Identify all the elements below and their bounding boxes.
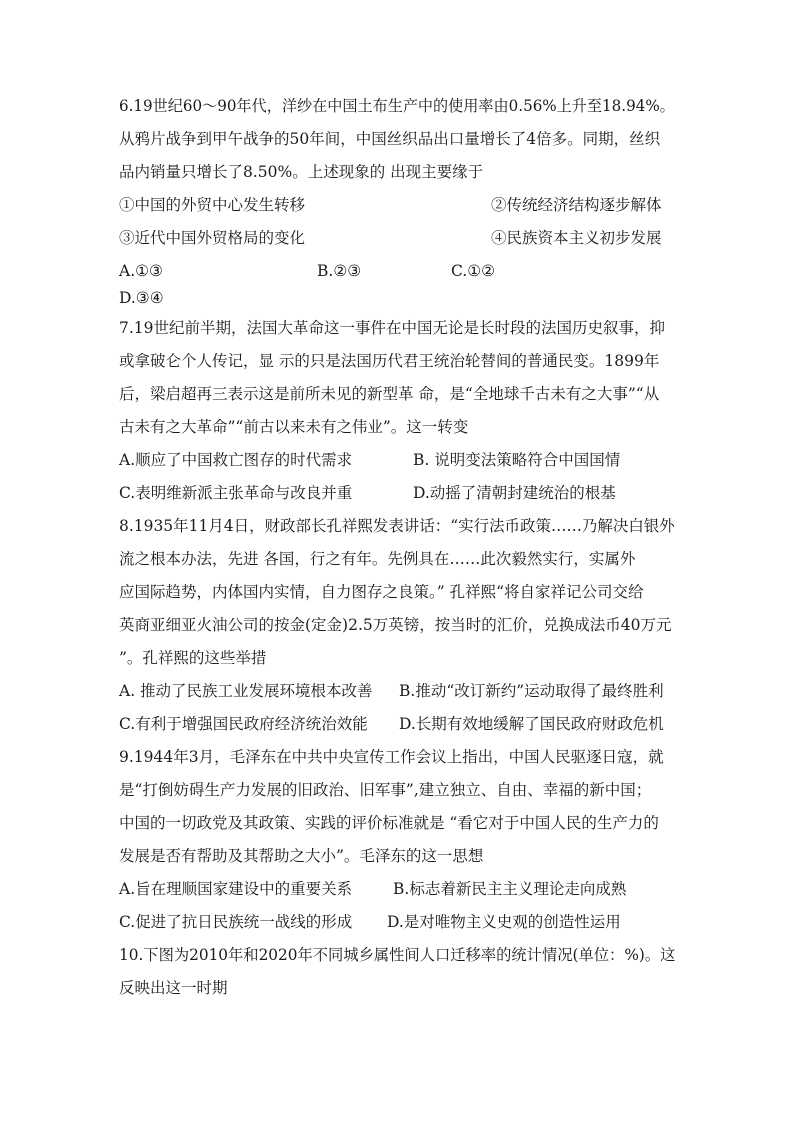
q8-option-b: B.推动“改订新约”运动取得了最终胜利 (399, 682, 664, 700)
q7-stem-line-1: 7.19世纪前半期，法国大革命这一事件在中国无论是长时段的法国历史叙事，抑 (119, 319, 666, 337)
q6-item-2: ②传统经济结构逐步解体 (491, 196, 662, 214)
q10-stem-line-1: 10.下图为2010年和2020年不同城乡属性间人口迁移率的统计情况(单位：%)。这 (119, 946, 676, 964)
q8-option-d: D.长期有效地缓解了国民政府财政危机 (399, 715, 664, 733)
q7-option-d: D.动摇了清朝封建统治的根基 (413, 484, 616, 502)
q8-stem-line-5: ”。孔祥熙的这些举措 (119, 649, 267, 667)
q9-option-a: A.旨在理顺国家建设中的重要关系 (119, 880, 353, 898)
q8-stem-line-1: 8.1935年11月4日，财政部长孔祥熙发表讲话：“实行法币政策……乃解决白银外 (119, 517, 675, 535)
q6-option-b: B.②③ (317, 262, 362, 280)
q7-stem-line-4: 古未有之大革命”“前古以来未有之伟业”。这一转变 (119, 418, 469, 436)
q6-item-1: ①中国的外贸中心发生转移 (119, 196, 306, 214)
q7-option-a: A.顺应了中国救亡图存的时代需求 (119, 451, 353, 469)
q7-stem-line-3: 后，梁启超再三表示这是前所未见的新型革 命，是“全地球千古未有之大事”“从 (119, 385, 660, 403)
q6-item-3: ③近代中国外贸格局的变化 (119, 229, 306, 247)
q6-item-4: ④民族资本主义初步发展 (491, 229, 662, 247)
q6-stem-line-3: 品内销量只增长了8.50%。上述现象的 出现主要缘于 (119, 163, 484, 181)
q9-stem-line-2: 是“打倒妨碍生产力发展的旧政治、旧军事”,建立独立、自由、幸福的新中国； (119, 781, 652, 799)
q6-stem-line-1: 6.19世纪60～90年代，洋纱在中国土布生产中的使用率由0.56%上升至18.94%。 (119, 97, 675, 115)
q10-stem-line-2: 反映出这一时期 (119, 979, 228, 997)
q6-option-d: D.③④ (119, 289, 164, 307)
q9-stem-line-3: 中国的一切政党及其政策、实践的评价标准就是 “看它对于中国人民的生产力的 (119, 814, 659, 832)
q9-option-c: C.促进了抗日民族统一战线的形成 (119, 913, 353, 931)
q9-stem-line-1: 9.1944年3月，毛泽东在中共中央宣传工作会议上指出，中国人民驱逐日寇，就 (119, 748, 664, 766)
q8-option-a: A. 推动了民族工业发展环境根本改善 (119, 682, 373, 700)
q6-stem-line-2: 从鸦片战争到甲午战争的50年间，中国丝织品出口量增长了4倍多。同期，丝织 (119, 130, 661, 148)
q8-stem-line-3: 应国际趋势，内体国内实情，自力图存之良策。” 孔祥熙“将自家祥记公司交给 (119, 583, 644, 601)
q8-stem-line-4: 英商亚细亚火油公司的按金(定金)2.5万英镑，按当时的汇价，兑换成法币40万元 (119, 616, 672, 634)
q6-option-c: C.①② (451, 262, 496, 280)
q9-option-b: B.标志着新民主主义理论走向成熟 (393, 880, 627, 898)
q9-option-d: D.是对唯物主义史观的创造性运用 (387, 913, 621, 931)
q6-option-a: A.①③ (119, 262, 163, 280)
q8-stem-line-2: 流之根本办法，先进 各国，行之有年。先例具在……此次毅然实行，实属外 (119, 550, 636, 568)
q9-stem-line-4: 发展是否有帮助及其帮助之大小”。毛泽东的这一思想 (119, 847, 484, 865)
q7-option-b: B. 说明变法策略符合中国国情 (413, 451, 621, 469)
q7-stem-line-2: 或拿破仑个人传记，显 示的只是法国历代君王统治轮替间的普通民变。1899年 (119, 352, 660, 370)
q7-option-c: C.表明维新派主张革命与改良并重 (119, 484, 353, 502)
q8-option-c: C.有利于增强国民政府经济统治效能 (119, 715, 368, 733)
